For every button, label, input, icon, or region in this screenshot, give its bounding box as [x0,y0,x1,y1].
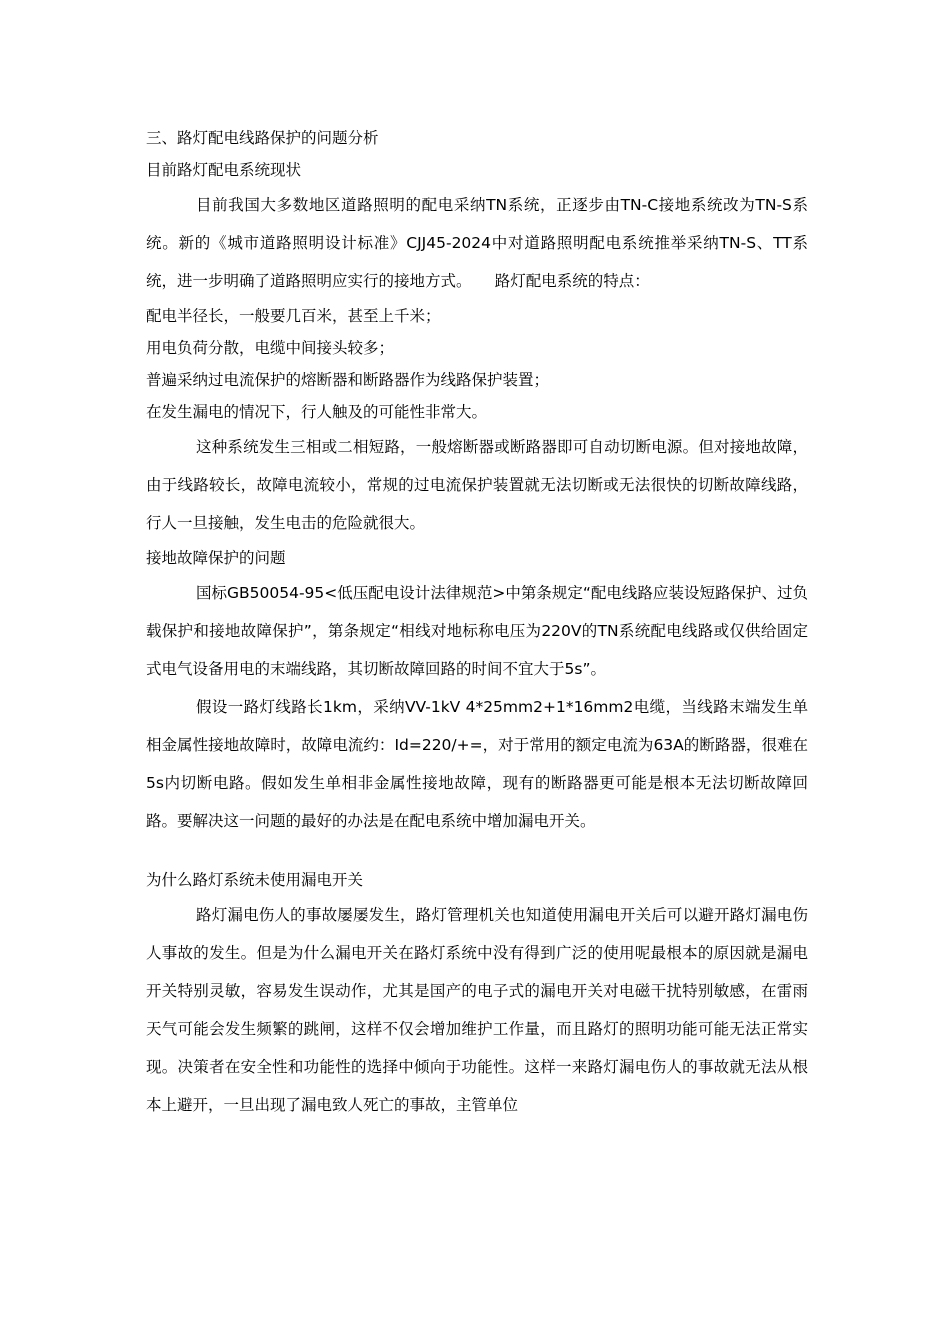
section-heading: 三、路灯配电线路保护的问题分析 [146,129,379,147]
subheading-current-status: 目前路灯配电系统现状 [146,161,302,179]
paragraph-fault-example: 假设一路灯线路长1km，采纳VV-1kV 4*25mm2+1*16mm2电缆，当线路末端发生单相金属性接地故障时，故障电流约：Id=220/+=，对于常用的额定电流为63A的断路器，很难在5s内切断电路。假如发生单相非金属性接地故障，现有的断路器更可能是根本无法切断故障回路。要解决这一问题的最好的办法是在配电系统中增加漏电开关。 [146,698,808,830]
paragraph-short-circuit: 这种系统发生三相或二相短路，一般熔断器或断路器即可自动切断电源。但对接地故障，由于线路较长，故障电流较小，常规的过电流保护装置就无法切断或无法很快的切断故障线路，行人一旦接触，发生电击的危险就很大。 [146,438,808,532]
feature-item: 配电半径长，一般要几百米，甚至上千米； [146,307,441,325]
feature-item: 普遍采纳过电流保护的熔断器和断路器作为线路保护装置； [146,371,550,389]
paragraph-rcd-reasons: 路灯漏电伤人的事故屡屡发生，路灯管理机关也知道使用漏电开关后可以避开路灯漏电伤人事故的发生。但是为什么漏电开关在路灯系统中没有得到广泛的使用呢最根本的原因就是漏电开关特别灵敏，容易发生误动作，尤其是国产的电子式的漏电开关对电磁干扰特别敏感，在雷雨天气可能会发生频繁的跳闸，这样不仅会增加维护工作量，而且路灯的照明功能可能无法正常实现。决策者在安全性和功能性的选择中倾向于功能性。这样一来路灯漏电伤人的事故就无法从根本上避开，一旦出现了漏电致人死亡的事故，主管单位 [146,906,808,1114]
document-body [146,122,808,1124]
subheading-why-no-rcd: 为什么路灯系统未使用漏电开关 [146,871,364,889]
paragraph-spacer [146,840,808,864]
paragraph-tn-system: 目前我国大多数地区道路照明的配电采纳TN系统，正逐步由TN-C接地系统改为TN-S系统。新的《城市道路照明设计标准》CJJ45-2024中对道路照明配电系统推举采纳TN-S、TT系统，进一步明确了道路照明应实行的接地方式。 路灯配电系统的特点： [146,196,808,290]
feature-item: 用电负荷分散，电缆中间接头较多； [146,339,395,357]
feature-item: 在发生漏电的情况下，行人触及的可能性非常大。 [146,403,488,421]
subheading-ground-fault: 接地故障保护的问题 [146,549,286,567]
paragraph-national-standard: 国标GB50054-95<低压配电设计法律规范>中第条规定“配电线路应装设短路保护、过负载保护和接地故障保护”，第条规定“相线对地标称电压为220V的TN系统配电线路或仅供给固定式电气设备用电的末端线路，其切断故障回路的时间不宜大于5s”。 [146,584,808,678]
